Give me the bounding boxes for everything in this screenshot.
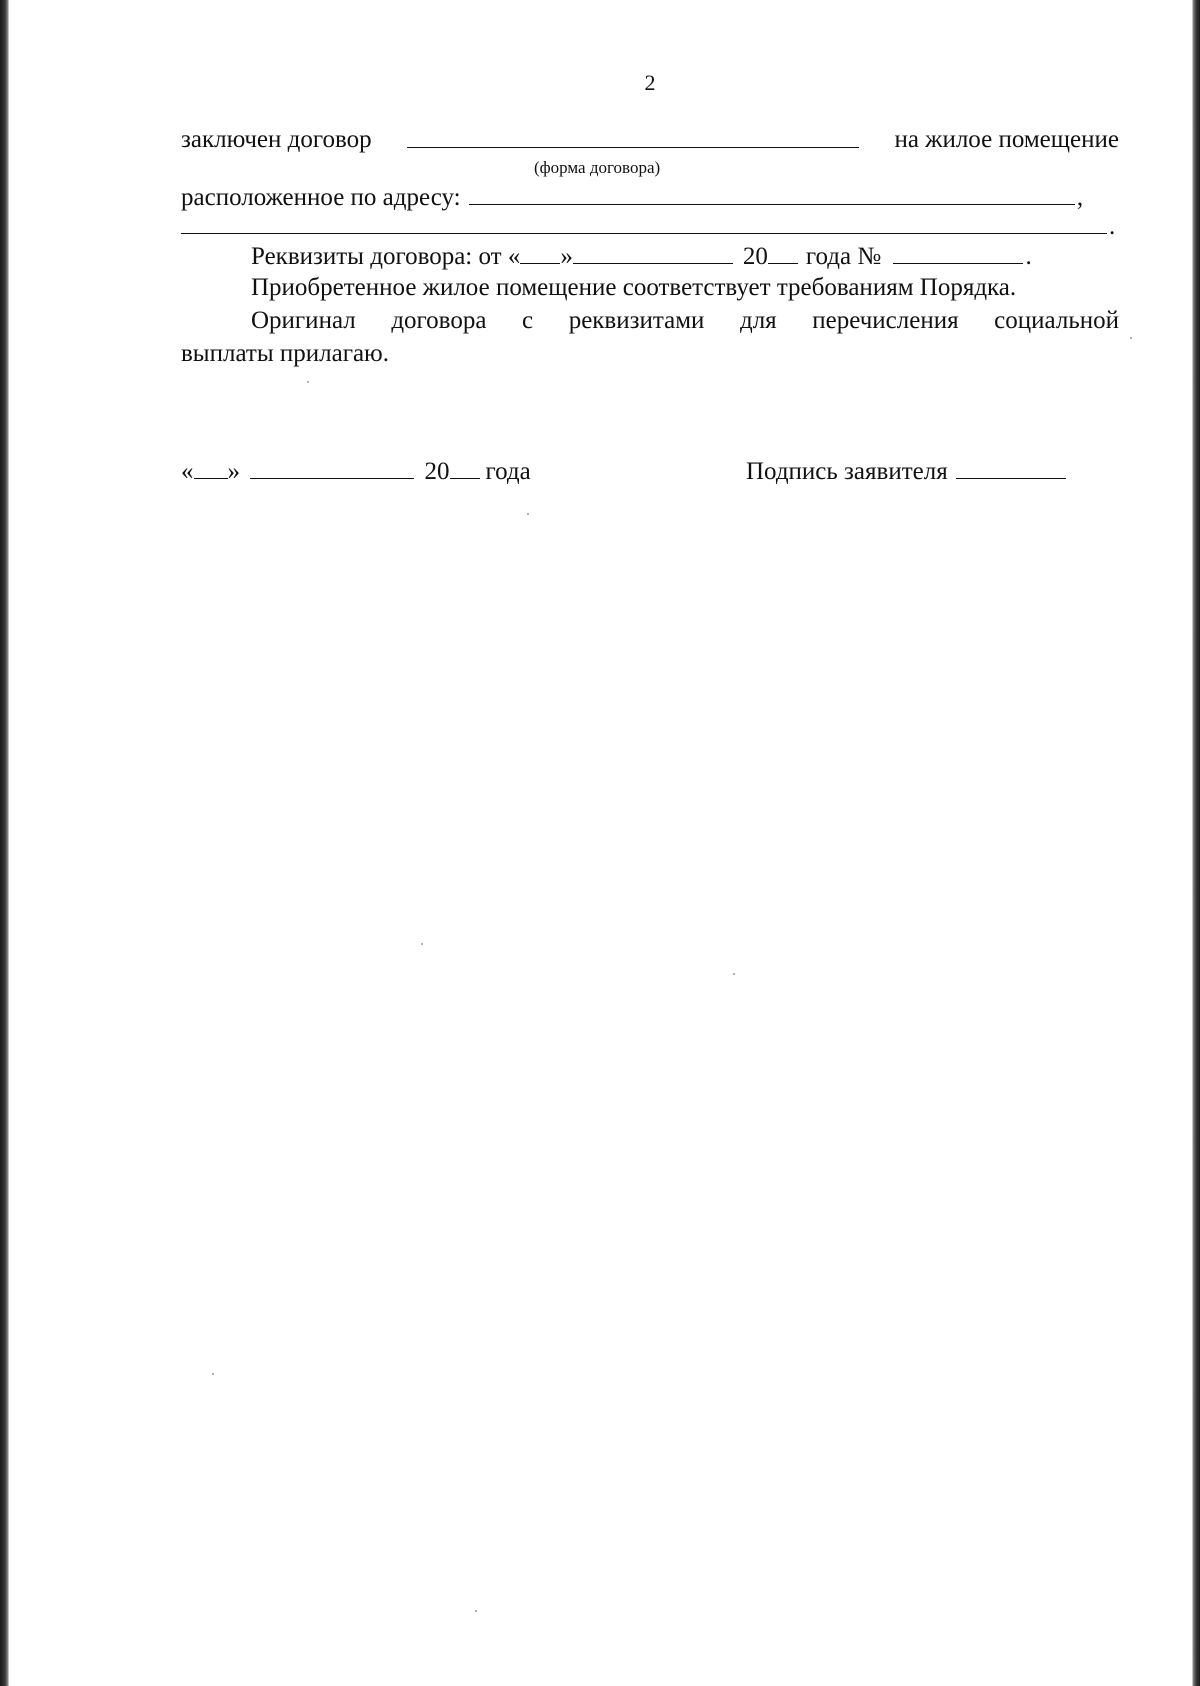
date-quote-close: » <box>227 458 240 485</box>
address-comma: , <box>1076 184 1084 211</box>
date-year-label: года <box>485 458 531 485</box>
requisites-quote-close: » <box>560 243 573 270</box>
contract-type-line <box>181 125 1119 155</box>
original-word: реквизитами <box>568 307 705 334</box>
contract-form-caption: (форма договора) <box>534 158 661 177</box>
address-label: расположенное по адресу: <box>181 184 461 211</box>
residential-premises-label: на жилое помещение <box>894 126 1119 153</box>
requisites-year-number-label: года № <box>805 243 882 270</box>
original-word: социальной <box>994 307 1119 334</box>
date-year-prefix: 20 <box>424 458 450 485</box>
scan-edge-left <box>0 0 9 1686</box>
address-continuation-blank[interactable] <box>181 211 1107 234</box>
requisites-year-blank[interactable] <box>768 241 798 264</box>
contract-concluded-label: заключен договор <box>181 126 372 153</box>
signature-line <box>746 456 1126 487</box>
original-word: перечисления <box>812 307 959 334</box>
page-number: 2 <box>644 70 656 95</box>
date-day-blank[interactable] <box>194 456 228 479</box>
original-paragraph-words <box>251 306 1119 336</box>
original-word: для <box>739 307 777 334</box>
requisites-year-prefix: 20 <box>742 243 768 270</box>
date-month-blank[interactable] <box>250 456 414 479</box>
requisites-label: Реквизиты договора: от « <box>251 243 521 270</box>
original-word: Оригинал <box>251 307 356 334</box>
signature-blank[interactable] <box>956 456 1066 479</box>
date-line <box>181 456 601 487</box>
date-year-blank[interactable] <box>450 456 480 479</box>
original-word: с <box>522 307 534 334</box>
document-page <box>181 0 1119 1686</box>
original-paragraph-last-line: выплаты прилагаю. <box>181 340 389 367</box>
compliance-paragraph: Приобретенное жилое помещение соответствует требованиям Порядка. <box>251 274 1017 301</box>
requisites-period: . <box>1025 243 1032 270</box>
contract-form-blank[interactable] <box>407 125 859 148</box>
address-blank[interactable] <box>469 182 1075 205</box>
date-quote-open: « <box>181 458 194 485</box>
address-period: . <box>1109 213 1116 240</box>
requisites-line <box>181 241 1189 272</box>
requisites-month-blank[interactable] <box>573 241 733 264</box>
original-paragraph-first-line <box>181 306 1119 336</box>
scan-edge-right <box>1192 0 1200 1686</box>
original-word: договора <box>391 307 487 334</box>
signature-label: Подпись заявителя <box>746 458 948 485</box>
requisites-day-blank[interactable] <box>520 241 560 264</box>
scan-speck <box>1130 337 1132 339</box>
requisites-number-blank[interactable] <box>893 241 1023 264</box>
address-line <box>181 182 1119 213</box>
address-continuation-line <box>181 211 1119 242</box>
